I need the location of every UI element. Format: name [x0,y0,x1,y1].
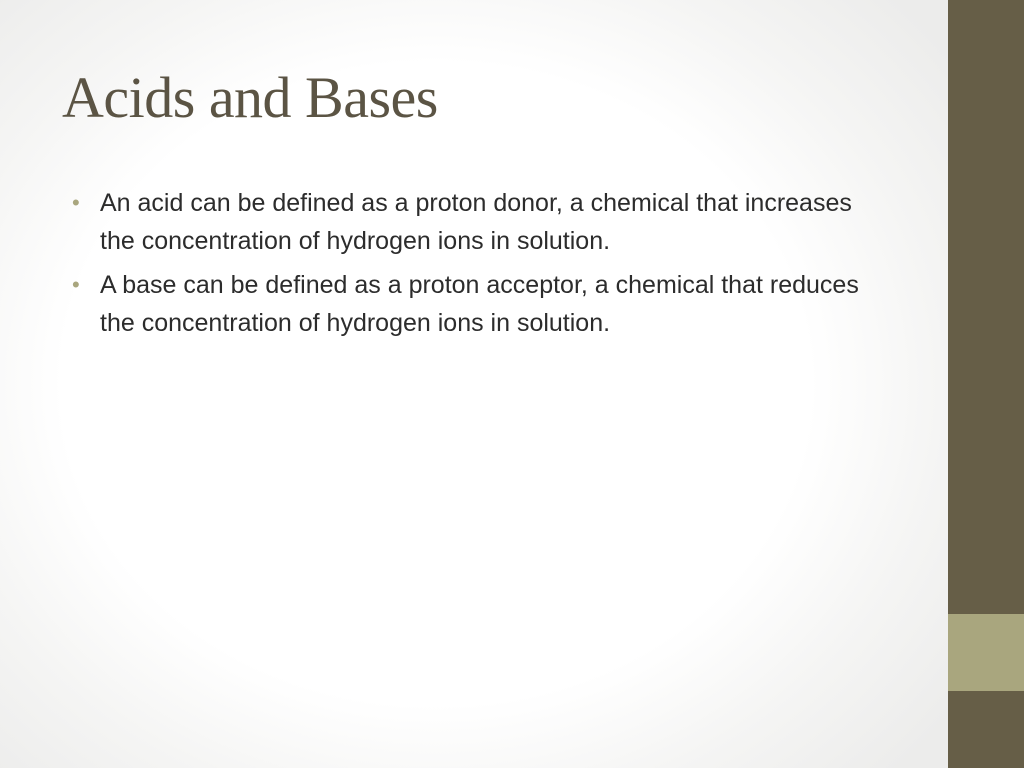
slide-title: Acids and Bases [62,65,438,130]
side-decoration-accent [948,614,1024,691]
bullet-text-base: A base can be defined as a proton acceptor, a chemical that reduces the concentration of hydrogen ions in solution. [100,271,859,337]
bullet-item-acid [72,184,862,260]
bullet-list [72,184,862,348]
bullet-marker-icon: • [72,272,80,297]
bullet-text-acid: An acid can be defined as a proton donor, a chemical that increases the concentration of hydrogen ions in solution. [100,189,852,255]
bullet-item-base [72,266,862,342]
bullet-marker-icon: • [72,190,80,215]
